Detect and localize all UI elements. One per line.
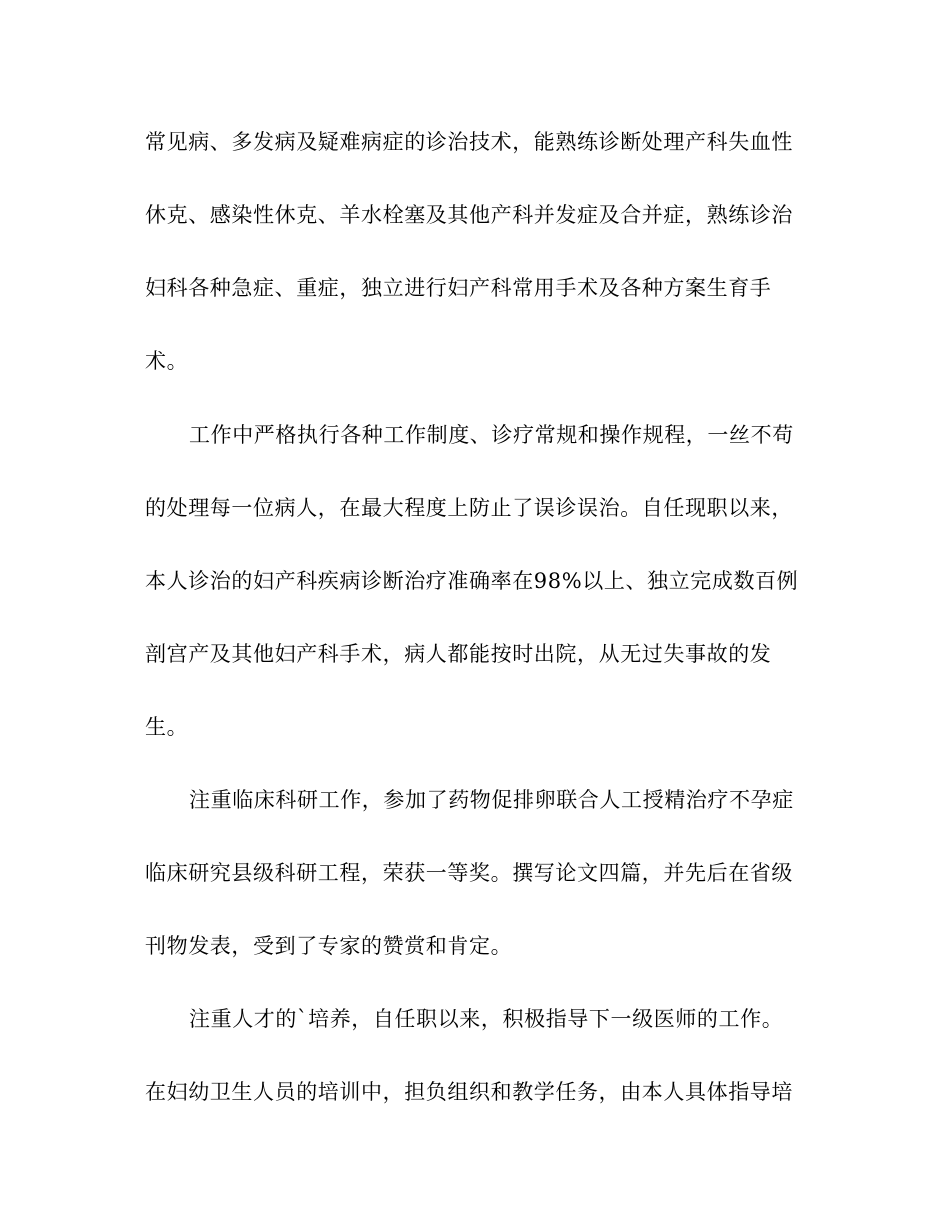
text-line: 本人诊治的妇产科疾病诊断治疗准确率在98%以上、独立完成数百例 <box>145 569 799 593</box>
text-line: 的处理每一位病人，在最大程度上防止了误诊误治。自任现职以来， <box>145 496 793 520</box>
paragraph-start-line: 注重人才的`培养，自任职以来，积极指导下一级医师的工作。 <box>189 1007 784 1031</box>
text-line: 在妇幼卫生人员的培训中，担负组织和教学任务，由本人具体指导培 <box>145 1080 793 1104</box>
text-line: 休克、感染性休克、羊水栓塞及其他产科并发症及合并症，熟练诊治 <box>145 203 793 227</box>
text-line: 术。 <box>145 349 189 373</box>
text-line: 剖宫产及其他妇产科手术，病人都能按时出院，从无过失事故的发 <box>145 642 772 666</box>
paragraph-start-line: 注重临床科研工作，参加了药物促排卵联合人工授精治疗不孕症 <box>189 788 794 812</box>
text-line: 临床研究县级科研工程，荣获一等奖。撰写论文四篇，并先后在省级 <box>145 861 793 885</box>
paragraph-start-line: 工作中严格执行各种工作制度、诊疗常规和操作规程，一丝不苟 <box>189 423 794 447</box>
text-line: 常见病、多发病及疑难病症的诊治技术，能熟练诊断处理产科失血性 <box>145 130 793 154</box>
text-line: 刊物发表，受到了专家的赞赏和肯定。 <box>145 934 513 958</box>
text-line: 妇科各种急症、重症，独立进行妇产科常用手术及各种方案生育手 <box>145 276 772 300</box>
text-line: 生。 <box>145 715 189 739</box>
